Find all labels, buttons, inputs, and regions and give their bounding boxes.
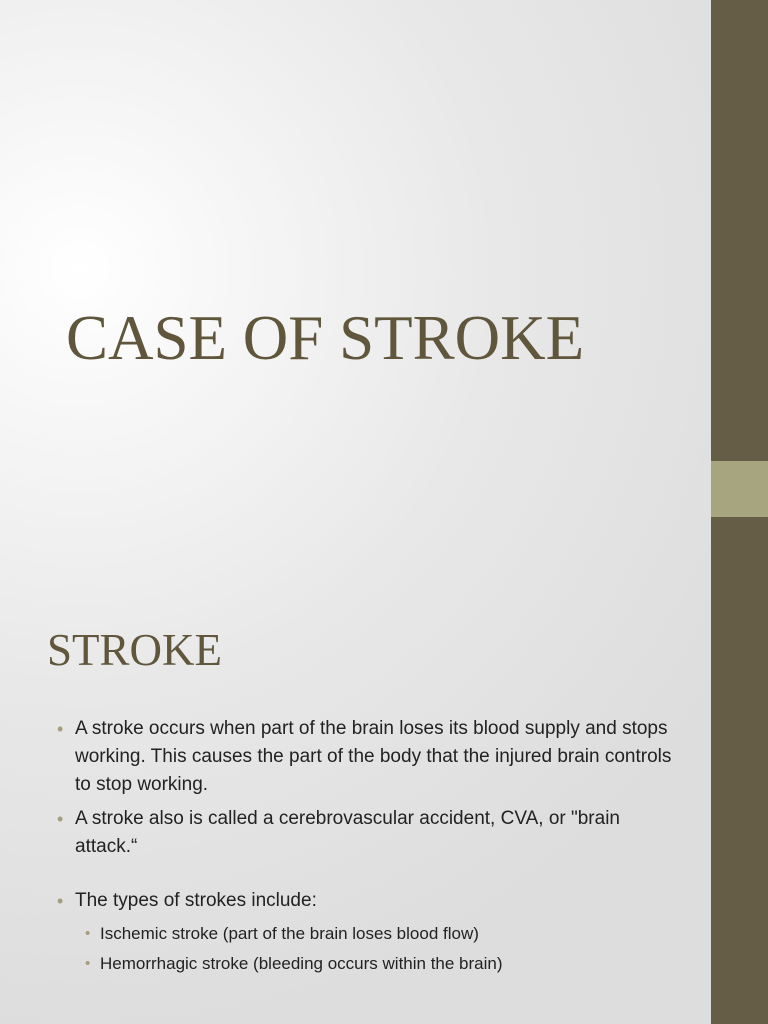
bullet-marker: •: [57, 719, 64, 739]
section-title: STROKE: [47, 625, 223, 675]
sub-bullet-marker: •: [85, 925, 91, 942]
bullet-list: [57, 715, 677, 979]
bullet-item-definition: [57, 715, 677, 799]
sidebar-accent-block: [711, 461, 768, 517]
bullet-item-types: [57, 887, 677, 979]
sub-bullet-text: Ischemic stroke (part of the brain loses blood flow): [100, 924, 479, 943]
bullet-text: A stroke occurs when part of the brain loses its blood supply and stops working. This causes the part of the body that the injured brain controls to stop working.: [75, 718, 672, 795]
bullet-marker: •: [57, 809, 64, 829]
bullet-text: A stroke also is called a cerebrovascular accident, CVA, or "brain attack.“: [75, 808, 620, 857]
bullet-item-alias: [57, 805, 677, 861]
sub-bullet-marker: •: [85, 955, 91, 972]
sub-bullet-item-hemorrhagic: [75, 949, 677, 979]
bullet-text: The types of strokes include:: [75, 890, 317, 911]
sub-bullet-text: Hemorrhagic stroke (bleeding occurs within the brain): [100, 954, 503, 973]
sub-bullet-item-ischemic: [75, 919, 677, 949]
bullet-marker: •: [57, 891, 64, 911]
sub-bullet-list: [75, 919, 677, 979]
slide-title: CASE OF STROKE: [66, 303, 585, 373]
